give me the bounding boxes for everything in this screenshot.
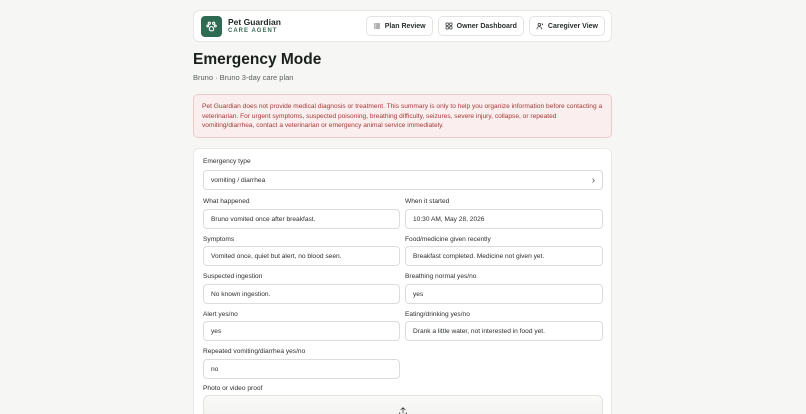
app-header: [193, 10, 612, 42]
emergency-type-select[interactable]: [203, 170, 603, 190]
alert-input[interactable]: yes: [203, 321, 400, 341]
food-medicine-label: Food/medicine given recently: [405, 236, 491, 243]
chevron-down-icon: [590, 177, 597, 184]
plan-review-button[interactable]: [366, 16, 433, 36]
brand-subtitle: CARE AGENT: [228, 27, 278, 34]
photo-upload-dropzone[interactable]: [203, 395, 603, 414]
owner-dashboard-label: Owner Dashboard: [456, 22, 517, 30]
eating-drinking-label: Eating/drinking yes/no: [405, 311, 470, 318]
emergency-form: [193, 148, 612, 414]
eating-drinking-input[interactable]: Drank a little water, not interested in food yet.: [405, 321, 603, 341]
breathing-normal-input[interactable]: yes: [405, 284, 603, 304]
breathing-normal-label: Breathing normal yes/no: [405, 273, 477, 280]
grid-icon: [445, 22, 453, 30]
when-started-label: When it started: [405, 198, 450, 205]
what-happened-label: What happened: [203, 198, 250, 205]
page-subtitle: Bruno · Bruno 3-day care plan: [193, 73, 294, 82]
symptoms-input[interactable]: Vomited once, quiet but alert, no blood seen.: [203, 246, 400, 266]
what-happened-input[interactable]: Bruno vomited once after breakfast.: [203, 209, 400, 229]
suspected-ingestion-input[interactable]: No known ingestion.: [203, 284, 400, 304]
top-nav: [366, 16, 605, 36]
brand: [228, 17, 281, 36]
medical-disclaimer-banner: Pet Guardian does not provide medical diagnosis or treatment. This summary is only to help you organize information before contacting a veterinarian. For urgent symptoms, suspected poisoning, breathing difficulty, seizures, severe injury, collapse, or repeated vomiting/diarrhea, contact a veterinarian or emergency animal service immediately.: [193, 94, 612, 138]
plan-review-label: Plan Review: [384, 22, 426, 30]
page-title: Emergency Mode: [193, 51, 322, 68]
food-medicine-input[interactable]: Breakfast completed. Medicine not given yet.: [405, 246, 603, 266]
paw-icon[interactable]: [201, 16, 222, 37]
brand-title: Pet Guardian: [228, 16, 281, 27]
when-started-input[interactable]: 10:30 AM, May 28, 2026: [405, 209, 603, 229]
upload-icon: [398, 406, 408, 414]
caregiver-view-button[interactable]: [529, 16, 605, 36]
symptoms-label: Symptoms: [203, 236, 235, 243]
alert-label: Alert yes/no: [203, 311, 238, 318]
list-icon: [373, 22, 381, 30]
caregiver-view-label: Caregiver View: [547, 22, 598, 30]
suspected-ingestion-label: Suspected ingestion: [203, 273, 263, 280]
owner-dashboard-button[interactable]: [438, 16, 524, 36]
emergency-type-value: vomiting / diarrhea: [211, 176, 266, 184]
emergency-type-label: Emergency type: [203, 158, 251, 165]
repeated-vomiting-label: Repeated vomiting/diarrhea yes/no: [203, 348, 306, 355]
repeated-vomiting-input[interactable]: no: [203, 359, 400, 379]
user-icon: [536, 22, 544, 30]
photo-proof-label: Photo or video proof: [203, 385, 263, 392]
